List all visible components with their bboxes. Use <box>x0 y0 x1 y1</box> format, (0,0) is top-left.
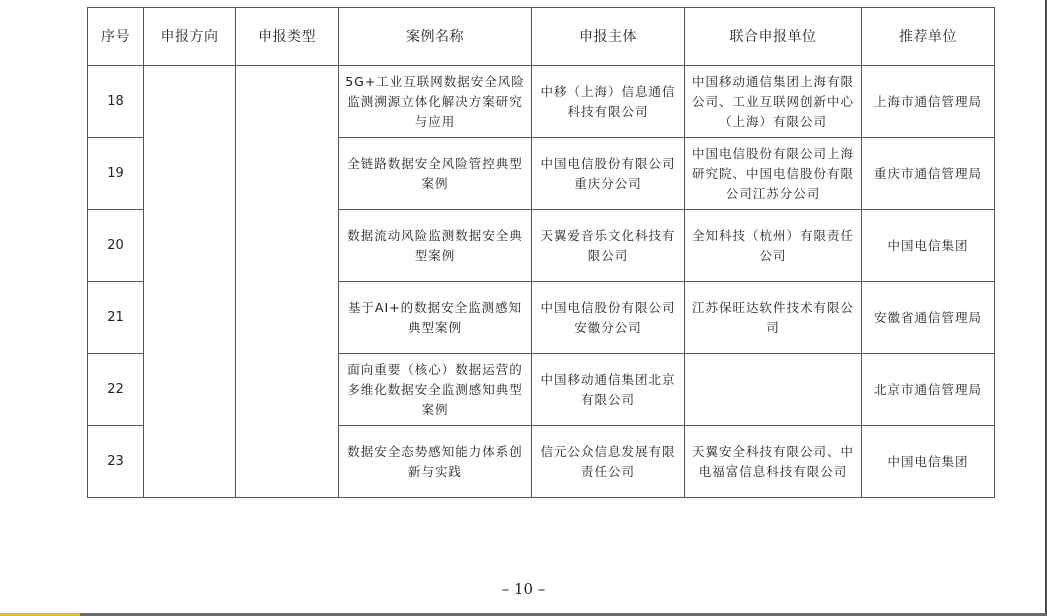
case-name: 全链路数据安全风险管控典型案例 <box>339 138 532 210</box>
row-number: 21 <box>88 282 144 354</box>
joint-units <box>685 354 862 426</box>
entity: 中移（上海）信息通信科技有限公司 <box>532 66 685 138</box>
row-number: 19 <box>88 138 144 210</box>
row-number: 23 <box>88 426 144 498</box>
entity: 天翼爱音乐文化科技有限公司 <box>532 210 685 282</box>
header-case-name: 案例名称 <box>339 8 532 66</box>
case-name: 5G+工业互联网数据安全风险监测溯源立体化解决方案研究与应用 <box>339 66 532 138</box>
header-type: 申报类型 <box>236 8 339 66</box>
recommender: 安徽省通信管理局 <box>862 282 995 354</box>
entity: 中国电信股份有限公司安徽分公司 <box>532 282 685 354</box>
header-joint-units: 联合申报单位 <box>685 8 862 66</box>
header-recommender: 推荐单位 <box>862 8 995 66</box>
case-name: 数据流动风险监测数据安全典型案例 <box>339 210 532 282</box>
case-table <box>87 7 995 498</box>
case-name: 数据安全态势感知能力体系创新与实践 <box>339 426 532 498</box>
case-name: 基于AI+的数据安全监测感知典型案例 <box>339 282 532 354</box>
joint-units: 江苏保旺达软件技术有限公司 <box>685 282 862 354</box>
recommender: 北京市通信管理局 <box>862 354 995 426</box>
table-row <box>88 66 995 138</box>
entity: 中国移动通信集团北京有限公司 <box>532 354 685 426</box>
case-name: 面向重要（核心）数据运营的多维化数据安全监测感知典型案例 <box>339 354 532 426</box>
row-number: 18 <box>88 66 144 138</box>
joint-units: 中国移动通信集团上海有限公司、工业互联网创新中心（上海）有限公司 <box>685 66 862 138</box>
recommender: 上海市通信管理局 <box>862 66 995 138</box>
page-number: – 10 – <box>501 580 546 598</box>
row-number: 22 <box>88 354 144 426</box>
row-number: 20 <box>88 210 144 282</box>
header-number: 序号 <box>88 8 144 66</box>
recommender: 中国电信集团 <box>862 426 995 498</box>
direction-cell <box>144 66 236 498</box>
header-entity: 申报主体 <box>532 8 685 66</box>
header-direction: 申报方向 <box>144 8 236 66</box>
table-header-row <box>88 8 995 66</box>
recommender: 中国电信集团 <box>862 210 995 282</box>
joint-units: 天翼安全科技有限公司、中电福富信息科技有限公司 <box>685 426 862 498</box>
type-cell <box>236 66 339 498</box>
joint-units: 全知科技（杭州）有限责任公司 <box>685 210 862 282</box>
recommender: 重庆市通信管理局 <box>862 138 995 210</box>
joint-units: 中国电信股份有限公司上海研究院、中国电信股份有限公司江苏分公司 <box>685 138 862 210</box>
entity: 中国电信股份有限公司重庆分公司 <box>532 138 685 210</box>
entity: 信元公众信息发展有限责任公司 <box>532 426 685 498</box>
